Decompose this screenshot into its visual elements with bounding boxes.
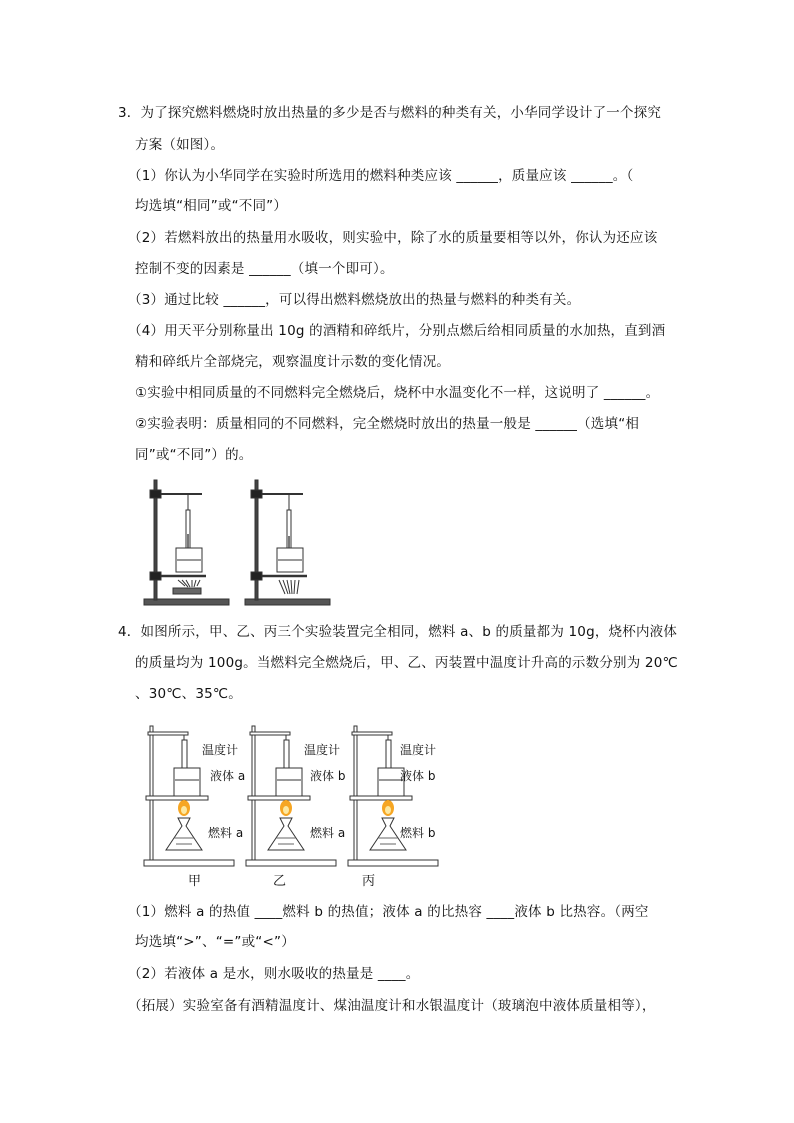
fuel-label-bing: 燃料 b — [400, 826, 436, 840]
caption-bing: 丙 — [362, 874, 376, 889]
q4-sub1-line1: （1）燃料 a 的热值 ____燃料 b 的热值；液体 a 的比热容 ____液体 b 比热容。（两空 — [128, 904, 649, 920]
liquid-label-yi: 液体 b — [310, 769, 346, 783]
thermometer-label-jia: 温度计 — [202, 743, 239, 757]
q3-stem-line1: 3．为了探究燃料燃烧时放出热量的多少是否与燃料的种类有关，小华同学设计了一个探究 — [118, 105, 662, 121]
q3-sub4-line2: 精和碎纸片全部烧完，观察温度计示数的变化情况。 — [135, 354, 451, 370]
thermometer-label-yi: 温度计 — [304, 743, 341, 757]
q3-conclusion2-line1: ②实验表明：质量相同的不同燃料，完全燃烧时放出的热量一般是 ______（选填“相 — [135, 416, 640, 432]
q4-figure — [140, 720, 450, 888]
q4-sub2: （2）若液体 a 是水，则水吸收的热量是 ____。 — [128, 966, 420, 982]
fuel-label-yi: 燃料 a — [310, 826, 346, 840]
q3-conclusion1: ①实验中相同质量的不同燃料完全燃烧后，烧杯中水温变化不一样，这说明了 ______。 — [135, 385, 660, 401]
caption-jia: 甲 — [188, 874, 202, 889]
liquid-label-bing: 液体 b — [400, 769, 436, 783]
liquid-label-jia: 液体 a — [210, 769, 246, 783]
q3-apparatus-left — [144, 480, 229, 605]
q3-sub2-line2: 控制不变的因素是 ______（填一个即可）。 — [135, 261, 394, 277]
q4-stem-line1: 4．如图所示，甲、乙、丙三个实验装置完全相同，燃料 a、b 的质量都为 10g，烧杯内液体 — [118, 624, 678, 640]
q3-stem-line2: 方案（如图）。 — [135, 137, 225, 153]
caption-yi: 乙 — [273, 874, 287, 889]
q3-sub4-line1: （4）用天平分别称量出 10g 的酒精和碎纸片，分别点燃后给相同质量的水加热，直到酒 — [128, 323, 666, 339]
q3-sub1-line2: 均选填“相同”或“不同”） — [135, 198, 288, 214]
q3-apparatus-right — [245, 480, 330, 605]
q3-sub1-line1: （1）你认为小华同学在实验时所选用的燃料种类应该 ______，质量应该 ______。（ — [128, 168, 634, 184]
q4-stem-line3: 、30℃、35℃。 — [135, 686, 242, 702]
q3-sub2-line1: （2）若燃料放出的热量用水吸收，则实验中，除了水的质量要相等以外，你认为还应该 — [128, 230, 658, 246]
q4-sub1-line2: 均选填“>”、“=”或“<”） — [135, 934, 295, 950]
q4-extension: （拓展）实验室备有酒精温度计、煤油温度计和水银温度计（玻璃泡中液体质量相等）， — [128, 998, 656, 1014]
thermometer-label-bing: 温度计 — [400, 743, 437, 757]
q3-conclusion2-line2: 同”或“不同”）的。 — [135, 447, 253, 463]
q3-sub3: （3）通过比较 ______，可以得出燃料燃烧放出的热量与燃料的种类有关。 — [128, 292, 581, 308]
q4-stem-line2: 的质量均为 100g。当燃料完全燃烧后，甲、乙、丙装置中温度计升高的示数分别为 20℃ — [135, 655, 678, 671]
q3-figure — [140, 474, 340, 609]
fuel-label-jia: 燃料 a — [208, 826, 244, 840]
